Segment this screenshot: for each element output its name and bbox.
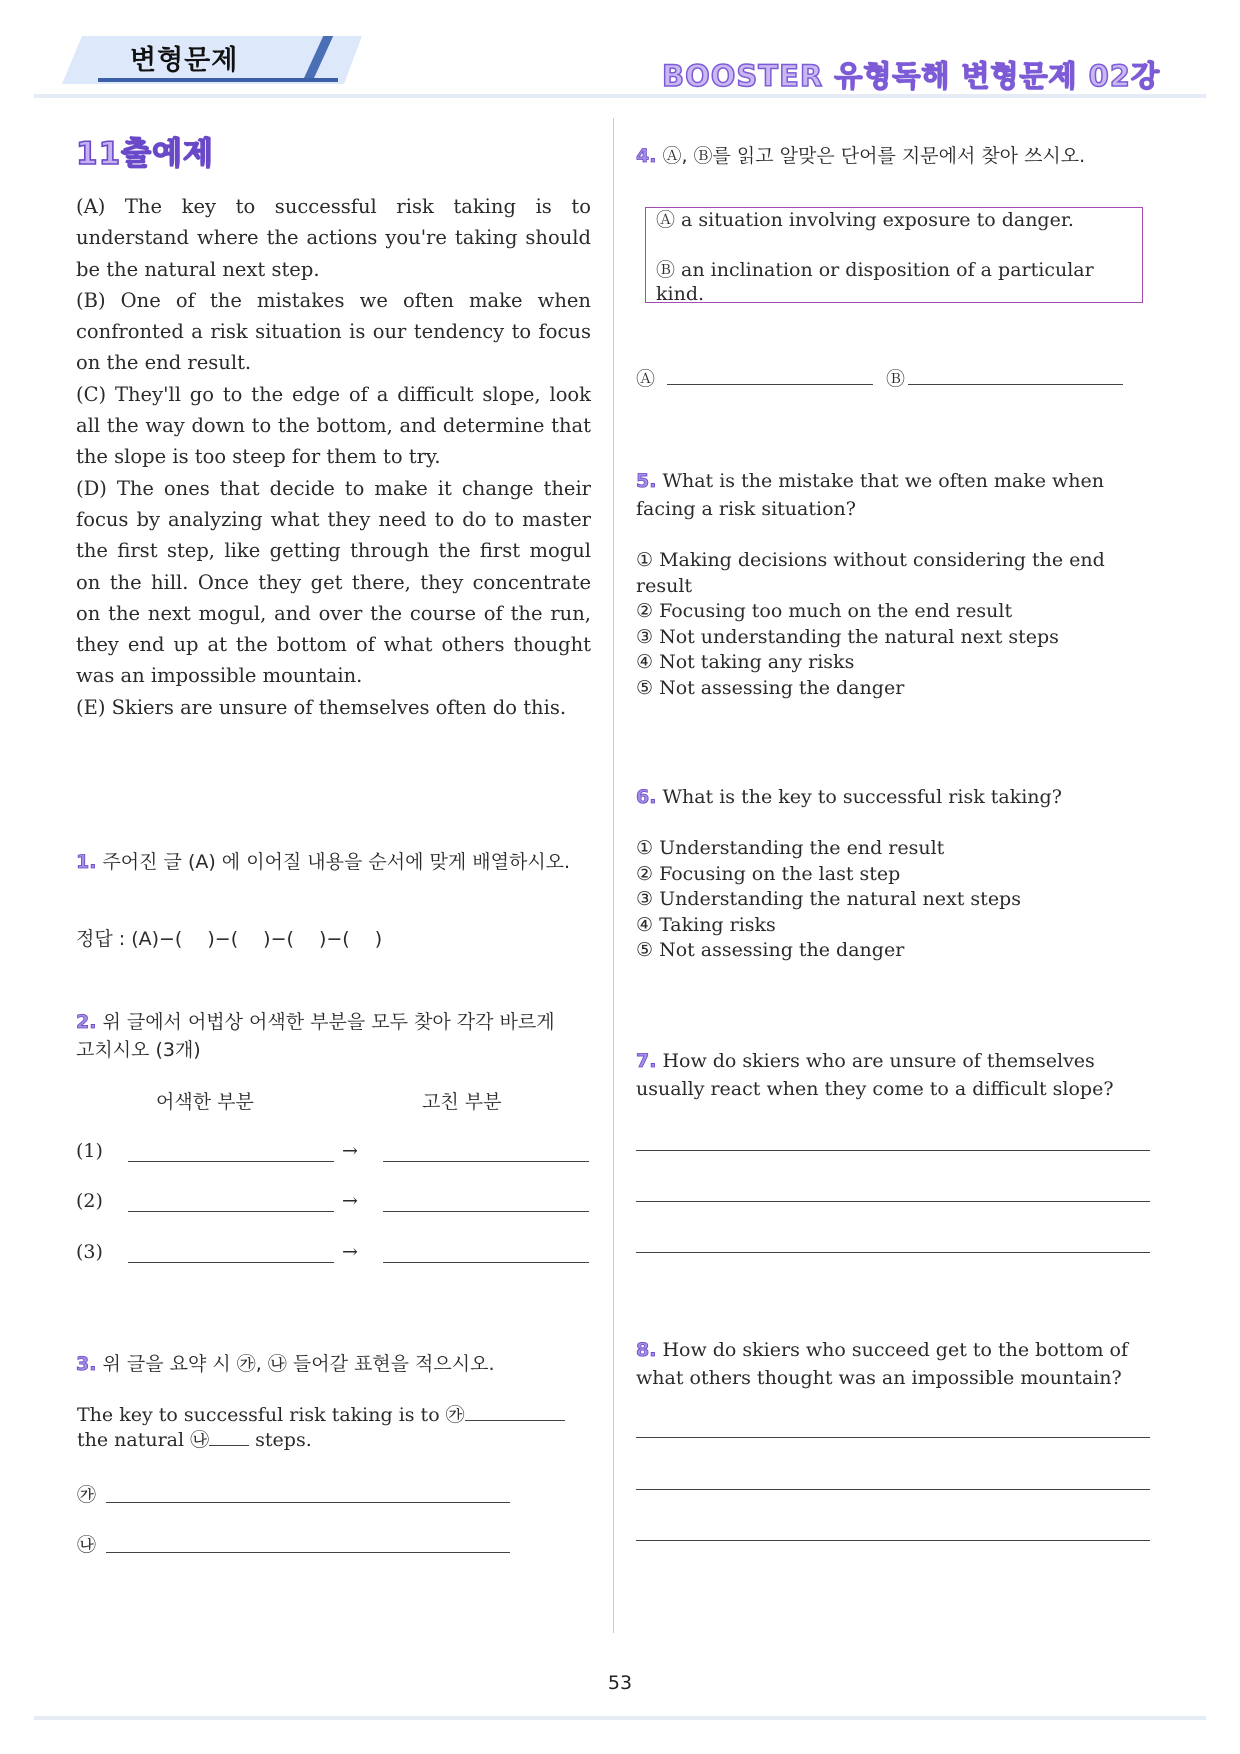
option-2[interactable]: ② Focusing on the last step [636, 862, 901, 885]
answer-line-2[interactable] [636, 1489, 1150, 1490]
option-1[interactable]: ① Understanding the end result [636, 837, 945, 859]
column-header-fixed: 고친 부분 [422, 1091, 502, 1113]
column-header-wrong: 어색한 부분 [156, 1091, 254, 1113]
reading-passage [76, 191, 591, 723]
question-text: How do skiers who are unsure of themselves usually react when they come to a difficult slope? [636, 1050, 1114, 1100]
question-7 [636, 1047, 1136, 1103]
q5-options [636, 548, 1136, 701]
definition-a: Ⓐ a situation involving exposure to danger. [656, 209, 1074, 231]
answer-blank-fixed-2[interactable] [383, 1211, 589, 1212]
question-8 [636, 1336, 1146, 1392]
passage-paragraph-a: (A) The key to successful risk taking is to understand where the actions you're taking should be the natural next step. [76, 195, 591, 281]
question-number: 2. [76, 1011, 97, 1033]
label-a: Ⓐ [636, 368, 656, 390]
answer-blank-wrong-1[interactable] [128, 1161, 334, 1162]
option-2[interactable]: ② Focusing too much on the end result [636, 600, 1013, 622]
summary-blank-a[interactable] [465, 1420, 565, 1421]
answer-blank-b[interactable] [106, 1552, 510, 1553]
option-5[interactable]: ⑤ Not assessing the danger [636, 676, 905, 699]
answer-blank-fixed-1[interactable] [383, 1161, 589, 1162]
question-text: 주어진 글 (A) 에 이어질 내용을 순서에 맞게 배열하시오. [102, 851, 571, 873]
q6-options [636, 836, 1136, 964]
question-4 [636, 142, 1156, 170]
question-number: 8. [636, 1339, 657, 1361]
definition-box [645, 207, 1143, 303]
option-4[interactable]: ④ Not taking any risks [636, 651, 855, 673]
row-label: (2) [76, 1190, 103, 1212]
answer-blank-wrong-2[interactable] [128, 1211, 334, 1212]
question-number: 6. [636, 786, 657, 808]
q1-answer-line[interactable]: 정답 : (A)−( )−( )−( )−( ) [76, 928, 383, 950]
passage-paragraph-b: (B) One of the mistakes we often make when confronted a risk situation is our tendency to focus on the end result. [76, 288, 591, 375]
passage-paragraph-c: (C) They'll go to the edge of a difficult slope, look all the way down to the bottom, and determine that the slope is too steep for them to try. [76, 382, 591, 469]
question-number: 3. [76, 1353, 97, 1375]
answer-blank-fixed-3[interactable] [383, 1262, 589, 1263]
answer-line-2[interactable] [636, 1201, 1150, 1202]
answer-blank-a[interactable] [667, 384, 873, 385]
question-number: 1. [76, 851, 97, 873]
footer-rule [34, 1716, 1206, 1720]
column-divider [613, 118, 614, 1633]
passage-paragraph-d: (D) The ones that decide to make it change their focus by analyzing what they need to do to master the first step, like getting through the first mogul on the hill. Once they get there, they concentrate on the next mogul, and over the course of the run, they end up at the bottom of what others thought was an impossible mountain. [76, 476, 591, 688]
question-number: 7. [636, 1050, 657, 1072]
answer-line-3[interactable] [636, 1540, 1150, 1541]
arrow-icon: → [342, 1241, 358, 1263]
question-text: Ⓐ, Ⓑ를 읽고 알맞은 단어를 지문에서 찾아 쓰시오. [662, 145, 1086, 167]
label-b: Ⓑ [886, 368, 906, 390]
question-number: 4. [636, 145, 657, 167]
option-5[interactable]: ⑤ Not assessing the danger [636, 939, 905, 961]
header-badge-label: 변형문제 [130, 45, 239, 76]
option-3[interactable]: ③ Not understanding the natural next steps [636, 625, 1059, 648]
question-text: What is the mistake that we often make when facing a risk situation? [636, 470, 1105, 520]
answer-blank-a[interactable] [106, 1502, 510, 1503]
summary-text-3: steps. [249, 1429, 312, 1451]
question-3 [76, 1350, 596, 1378]
option-4[interactable]: ④ Taking risks [636, 913, 776, 936]
question-text: 위 글에서 어법상 어색한 부분을 모두 찾아 각각 바르게 고치시오 (3개) [76, 1011, 555, 1061]
passage-paragraph-e: (E) Skiers are unsure of themselves often do this. [76, 695, 567, 719]
label-b: ㉯ [77, 1534, 97, 1556]
summary-text-2: the natural ㉯ [77, 1429, 210, 1451]
label-a: ㉮ [77, 1484, 97, 1506]
answer-line-3[interactable] [636, 1252, 1150, 1253]
question-text: 위 글을 요약 시 ㉮, ㉯ 들어갈 표현을 적으시오. [102, 1353, 495, 1375]
arrow-icon: → [342, 1140, 358, 1162]
question-1 [76, 848, 591, 876]
row-label: (3) [76, 1241, 103, 1263]
answer-blank-b[interactable] [908, 384, 1123, 385]
series-title: BOOSTER 유형독해 변형문제 02강 [662, 59, 1160, 93]
summary-blank-b[interactable] [209, 1445, 249, 1446]
option-1[interactable]: ① Making decisions without considering the end result [636, 549, 1105, 597]
question-text: What is the key to successful risk taking? [662, 786, 1062, 808]
question-2 [76, 1008, 566, 1064]
section-title: 11출예제 [76, 136, 214, 172]
question-6 [636, 783, 1136, 811]
definition-b: Ⓑ an inclination or disposition of a particular kind. [656, 259, 1094, 305]
question-text: How do skiers who succeed get to the bottom of what others thought was an impossible mountain? [636, 1339, 1128, 1389]
question-number: 5. [636, 470, 657, 492]
question-5 [636, 467, 1136, 523]
answer-blank-wrong-3[interactable] [128, 1262, 334, 1263]
answer-line-1[interactable] [636, 1437, 1150, 1438]
page-number: 53 [607, 1672, 633, 1694]
arrow-icon: → [342, 1190, 358, 1212]
option-3[interactable]: ③ Understanding the natural next steps [636, 888, 1021, 910]
summary-text-1: The key to successful risk taking is to ㉮ [77, 1404, 465, 1426]
row-label: (1) [76, 1140, 103, 1162]
summary-sentence [77, 1403, 592, 1453]
answer-line-1[interactable] [636, 1150, 1150, 1151]
